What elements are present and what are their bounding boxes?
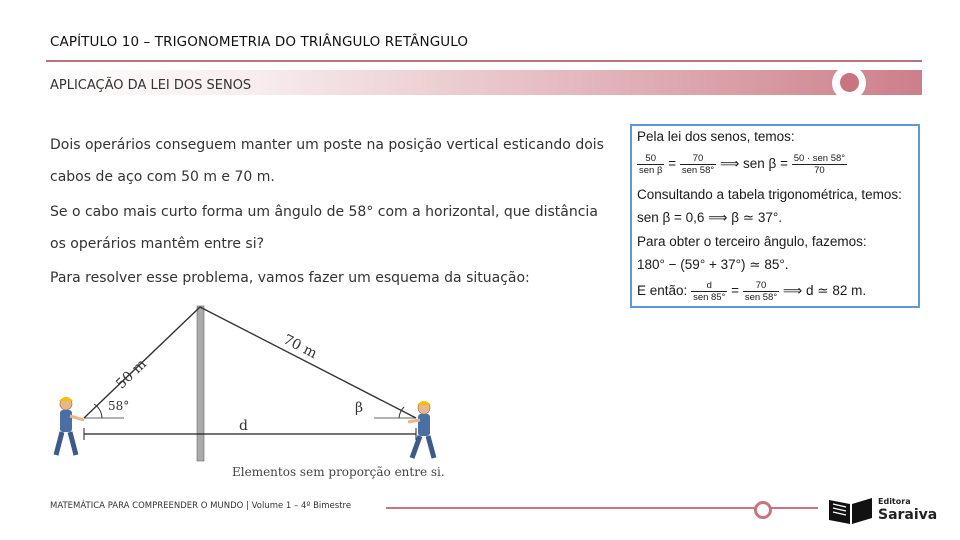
- solution-box: [630, 124, 920, 308]
- solution-line-2: $\frac{50}{\text{sen β}}$ = $\frac{70}{\text{sen 58°}}$ ⟹ sen β = $\frac{\text{50 · sen 58°}}{70}$: [639, 153, 846, 176]
- label-angle-beta: β: [355, 400, 364, 416]
- section-bar: [46, 70, 922, 95]
- solution-line-7: E então: $\frac{d}{\text{sen 85°}}$ = $\frac{70}{\text{sen 58°}}$ ⟹ d ≃ 82 m.: [637, 280, 867, 303]
- cable-70m: [200, 307, 416, 418]
- paragraph-scheme: Para resolver esse problema, vamos fazer um esquema da situação:: [50, 270, 530, 286]
- pole-diagram: [44, 300, 454, 465]
- fraction-d-sen-85: $\frac{d}{\text{sen 85°}}$: [693, 280, 726, 303]
- label-70m: 70 m: [280, 331, 320, 363]
- paragraph-question: Se o cabo mais curto forma um ângulo de 58° com a horizontal, que distância os operários mantêm entre si?: [50, 204, 598, 252]
- solution-line-3: Consultando a tabela trigonométrica, temos:: [637, 187, 902, 202]
- fraction-70-sen-58-b: $\frac{70}{\text{sen 58°}}$: [744, 280, 778, 303]
- pole: [197, 306, 204, 461]
- diagram-caption: Elementos sem proporção entre si.: [232, 465, 445, 479]
- paragraph-problem: Dois operários conseguem manter um poste na posição vertical esticando dois cabos de aço com 50 m e 70 m.: [50, 137, 604, 185]
- section-title: APLICAÇÃO DA LEI DOS SENOS: [50, 78, 252, 93]
- saraiva-book-logo-icon: [826, 494, 874, 526]
- worker-right: [408, 401, 434, 458]
- label-50m: 50 m: [113, 356, 150, 393]
- angle-beta-arc: [399, 407, 404, 418]
- solution-line-6: 180° − (59° + 37°) ≃ 85°.: [637, 257, 789, 272]
- fraction-50-sen-beta: $\frac{50}{\text{sen β}}$: [639, 153, 663, 176]
- section-circle-icon: [832, 66, 866, 100]
- worker-left: [56, 397, 84, 455]
- logo-label-big: Saraiva: [878, 507, 938, 523]
- footer-circle-icon: [754, 501, 772, 519]
- fraction-70-sen-58: $\frac{70}{\text{sen 58°}}$: [681, 153, 715, 176]
- top-rule: [46, 60, 922, 62]
- logo-label-small: Editora: [878, 497, 911, 506]
- fraction-result: $\frac{\text{50 · sen 58°}}{70}$: [793, 153, 846, 176]
- chapter-title: CAPÍTULO 10 – TRIGONOMETRIA DO TRIÂNGULO RETÂNGULO: [50, 34, 469, 50]
- label-d: d: [239, 418, 248, 434]
- label-angle-58: 58°: [108, 399, 130, 413]
- solution-line-4: sen β = 0,6 ⟹ β ≃ 37°.: [637, 210, 783, 225]
- footer-text: MATEMÁTICA PARA COMPREENDER O MUNDO | Volume 1 – 4º Bimestre: [50, 501, 352, 511]
- solution-line-1: Pela lei dos senos, temos:: [637, 129, 795, 144]
- angle-58-arc: [94, 404, 102, 418]
- solution-line-5: Para obter o terceiro ângulo, fazemos:: [637, 234, 867, 249]
